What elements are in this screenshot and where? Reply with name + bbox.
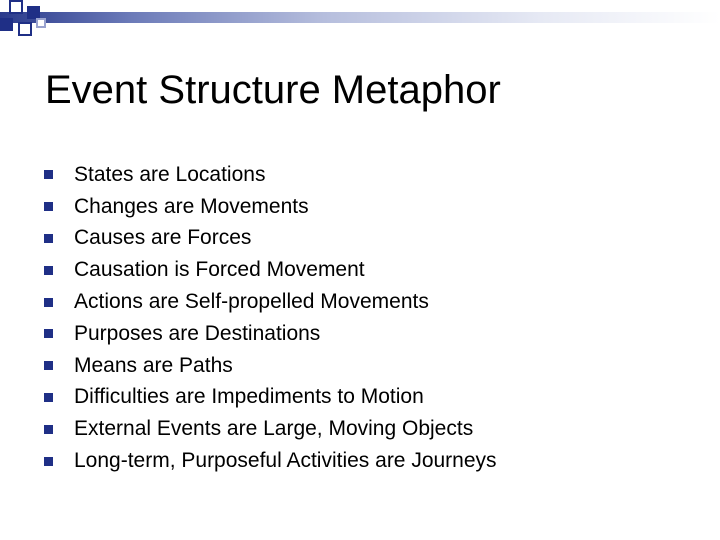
bullet-item [44, 254, 497, 286]
decorative-square-icon [0, 18, 13, 31]
slide-title: Event Structure Metaphor [45, 68, 501, 112]
bullet-item [44, 445, 497, 477]
bullet-text: Difficulties are Impediments to Motion [74, 385, 424, 409]
square-bullet-icon [44, 361, 53, 370]
square-bullet-icon [44, 393, 53, 402]
bullet-text: Means are Paths [74, 353, 233, 377]
bullet-item [44, 382, 497, 414]
bullet-text: Causes are Forces [74, 226, 252, 250]
square-bullet-icon [44, 425, 53, 434]
square-bullet-icon [44, 266, 53, 275]
bullet-item [44, 191, 497, 223]
bullet-text: Long-term, Purposeful Activities are Journeys [74, 449, 497, 473]
bullet-item [44, 223, 497, 255]
bullet-text: States are Locations [74, 162, 266, 186]
square-bullet-icon [44, 170, 53, 179]
bullet-text: Changes are Movements [74, 194, 309, 218]
square-bullet-icon [44, 457, 53, 466]
square-bullet-icon [44, 329, 53, 338]
bullet-item [44, 350, 497, 382]
bullet-list [44, 159, 497, 477]
bullet-item [44, 413, 497, 445]
bullet-text: Causation is Forced Movement [74, 258, 365, 282]
bullet-item [44, 286, 497, 318]
square-bullet-icon [44, 234, 53, 243]
bullet-text: Purposes are Destinations [74, 321, 321, 345]
bullet-text: Actions are Self-propelled Movements [74, 290, 429, 314]
decorative-square-icon [9, 0, 23, 14]
square-bullet-icon [44, 298, 53, 307]
decorative-square-icon [36, 18, 46, 28]
square-bullet-icon [44, 202, 53, 211]
bullet-item [44, 318, 497, 350]
decorative-square-icon [18, 22, 32, 36]
bullet-item [44, 159, 497, 191]
bullet-text: External Events are Large, Moving Objects [74, 417, 474, 441]
header-gradient-bar [0, 12, 720, 23]
